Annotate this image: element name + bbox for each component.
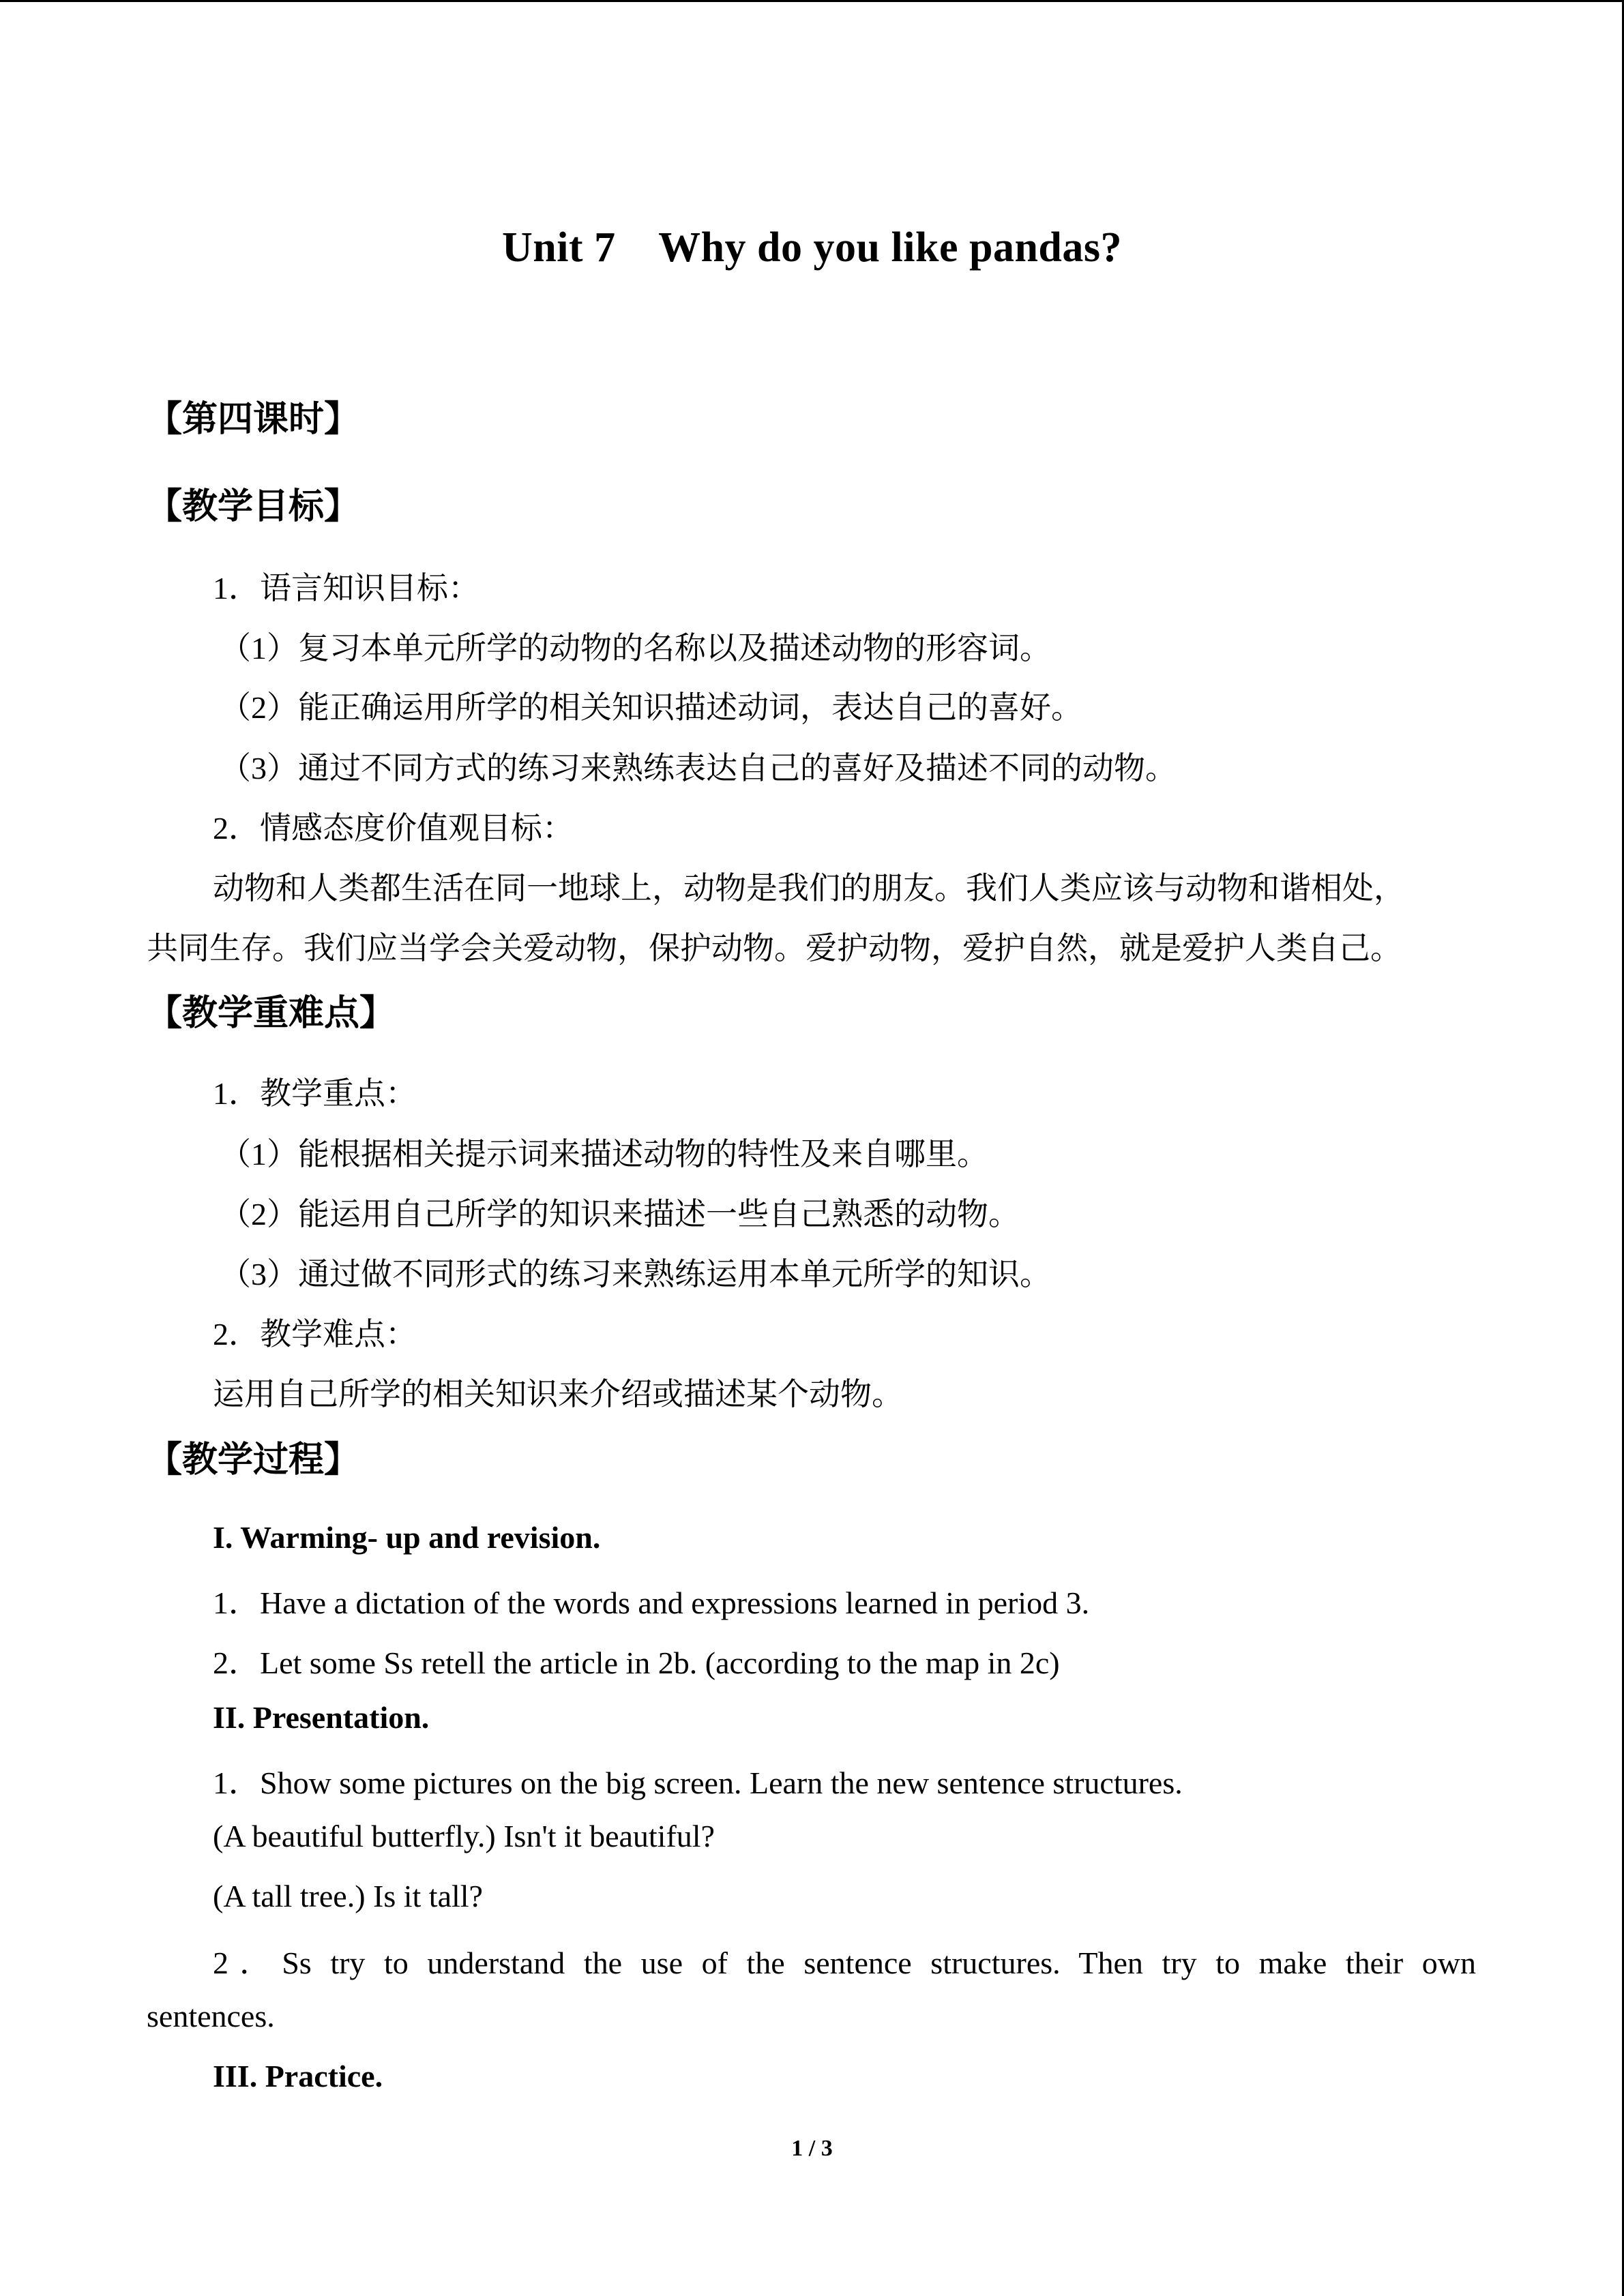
document-title: Unit 7 Why do you like pandas?	[501, 224, 1123, 271]
objectives-paragraph-line-1: 动物和人类都生活在同一地球上，动物是我们的朋友。我们人类应该与动物和谐相处，	[213, 871, 1405, 906]
key-points-item-2: 2．教学难点：	[213, 1317, 417, 1352]
process-section-1-item-1: 1．Have a dictation of the words and expressions learned in period 3.	[213, 1585, 1090, 1620]
objectives-item-1-1: （1）复习本单元所学的动物的名称以及描述动物的形容词。	[220, 631, 1051, 666]
page-number: 1 / 3	[791, 2136, 833, 2161]
key-points-item-1-2: （2）能运用自己所学的知识来描述一些自己熟悉的动物。	[220, 1197, 1020, 1232]
process-section-1-item-2: 2．Let some Ss retell the article in 2b. (according to the map in 2c)	[213, 1645, 1060, 1680]
process-section-2-example-2: (A tall tree.) Is it tall?	[213, 1879, 483, 1913]
lesson-heading: 【第四课时】	[147, 400, 360, 439]
page-border-top	[0, 0, 1624, 2]
process-section-2-item-1: 1．Show some pictures on the big screen. Learn the new sentence structures.	[213, 1765, 1183, 1800]
process-section-2-title: II. Presentation.	[213, 1700, 430, 1735]
objectives-paragraph-line-2: 共同生存。我们应当学会关爱动物，保护动物。爱护动物，爱护自然，就是爱护人类自己。	[147, 931, 1402, 966]
key-points-item-1: 1．教学重点：	[213, 1076, 417, 1111]
key-points-item-1-3: （3）通过做不同形式的练习来熟练运用本单元所学的知识。	[220, 1257, 1051, 1292]
objectives-item-2: 2．情感态度价值观目标：	[213, 811, 574, 846]
objectives-heading: 【教学目标】	[147, 488, 360, 526]
objectives-item-1-2: （2）能正确运用所学的相关知识描述动词，表达自己的喜好。	[220, 690, 1082, 725]
process-section-1-title: I. Warming- up and revision.	[213, 1520, 601, 1555]
key-points-heading: 【教学重难点】	[147, 994, 396, 1033]
objectives-item-1: 1．语言知识目标：	[213, 571, 479, 606]
process-section-2-item-2-line-2: sentences.	[147, 1999, 275, 2033]
key-points-item-1-1: （1）能根据相关提示词来描述动物的特性及来自哪里。	[220, 1137, 988, 1172]
process-section-2-item-2-line-1: 2．Ss try to understand the use of the sentence structures. Then try to make their own	[213, 1945, 1476, 1980]
process-section-2-example-1: (A beautiful butterfly.) Isn't it beautiful?	[213, 1819, 715, 1853]
process-heading: 【教学过程】	[147, 1441, 360, 1480]
objectives-item-1-3: （3）通过不同方式的练习来熟练表达自己的喜好及描述不同的动物。	[220, 751, 1177, 786]
key-points-item-2-text: 运用自己所学的相关知识来介绍或描述某个动物。	[213, 1377, 903, 1412]
process-section-3-title: III. Practice.	[213, 2059, 383, 2093]
